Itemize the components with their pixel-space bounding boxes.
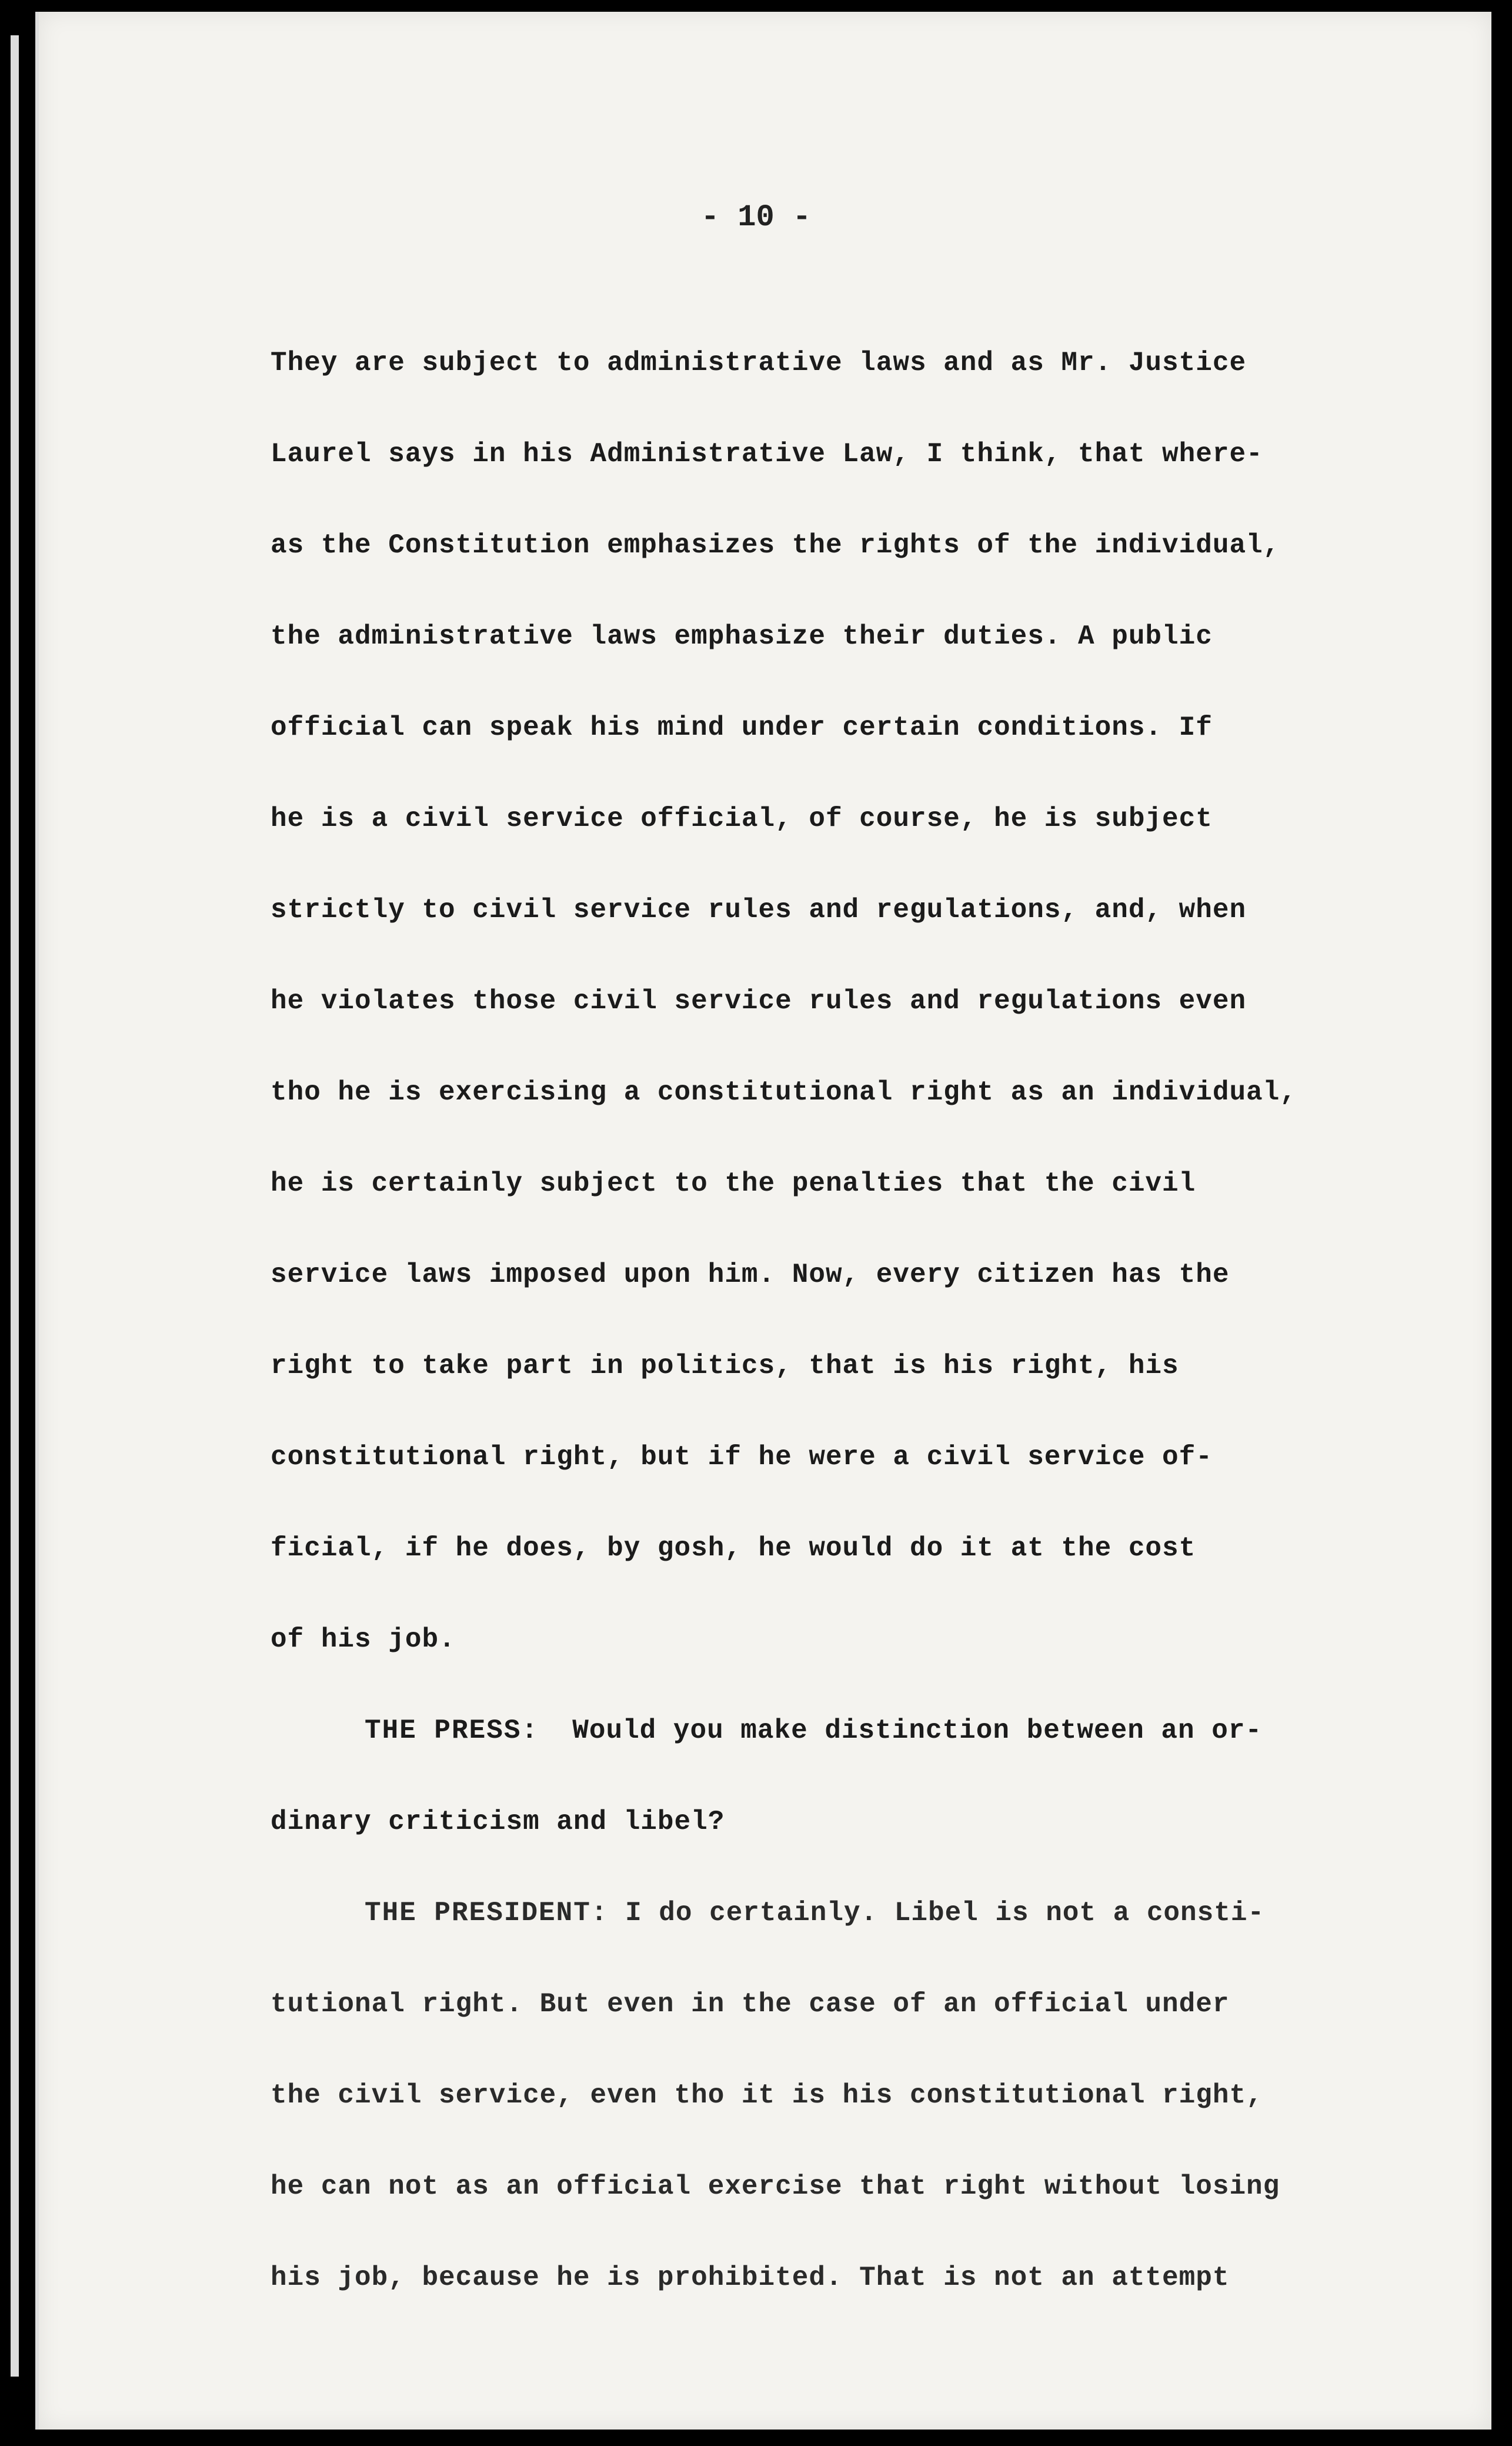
text-line: Laurel says in his Administrative Law, I think, that where- — [271, 439, 1263, 469]
text-line: tho he is exercising a constitutional right as an individual, — [271, 1077, 1297, 1108]
text-line: service laws imposed upon him. Now, every citizen has the — [271, 1259, 1230, 1290]
press-question — [271, 1685, 1423, 1777]
text-line: strictly to civil service rules and regulations, and, when — [271, 895, 1247, 925]
body-text — [271, 318, 1423, 2324]
text-line: the civil service, even tho it is his constitutional right, — [271, 2080, 1263, 2111]
text-line: he is a civil service official, of course, he is subject — [271, 804, 1213, 834]
text-line: dinary criticism and libel? — [271, 1807, 725, 1837]
speech-text: Would you make distinction between an or- — [572, 1715, 1263, 1746]
text-line: he can not as an official exercise that right without losing — [271, 2171, 1280, 2202]
text-line: ficial, if he does, by gosh, he would do it at the cost — [271, 1533, 1196, 1564]
text-line: of his job. — [271, 1624, 456, 1655]
text-line: tutional right. But even in the case of an official under — [271, 1989, 1230, 2020]
text-line: They are subject to administrative laws and as Mr. Justice — [271, 348, 1247, 378]
text-line: his job, because he is prohibited. That is not an attempt — [271, 2262, 1230, 2293]
speaker-label: THE PRESIDENT: — [365, 1898, 609, 1928]
speaker-label: THE PRESS: — [365, 1715, 539, 1746]
text-line: as the Constitution emphasizes the rights of the individual, — [271, 530, 1280, 561]
text-line: right to take part in politics, that is his right, his — [271, 1351, 1179, 1381]
text-line: official can speak his mind under certain conditions. If — [271, 712, 1213, 743]
text-line: constitutional right, but if he were a civil service of- — [271, 1442, 1213, 1472]
speech-text: I do certainly. Libel is not a consti- — [625, 1898, 1265, 1928]
text-line: he is certainly subject to the penalties that the civil — [271, 1168, 1196, 1199]
page-edge — [11, 35, 19, 2377]
text-line: he violates those civil service rules and regulations even — [271, 986, 1247, 1017]
page-number: - 10 - — [700, 200, 812, 235]
president-answer — [271, 1868, 1423, 1959]
text-line: the administrative laws emphasize their duties. A public — [271, 621, 1213, 652]
